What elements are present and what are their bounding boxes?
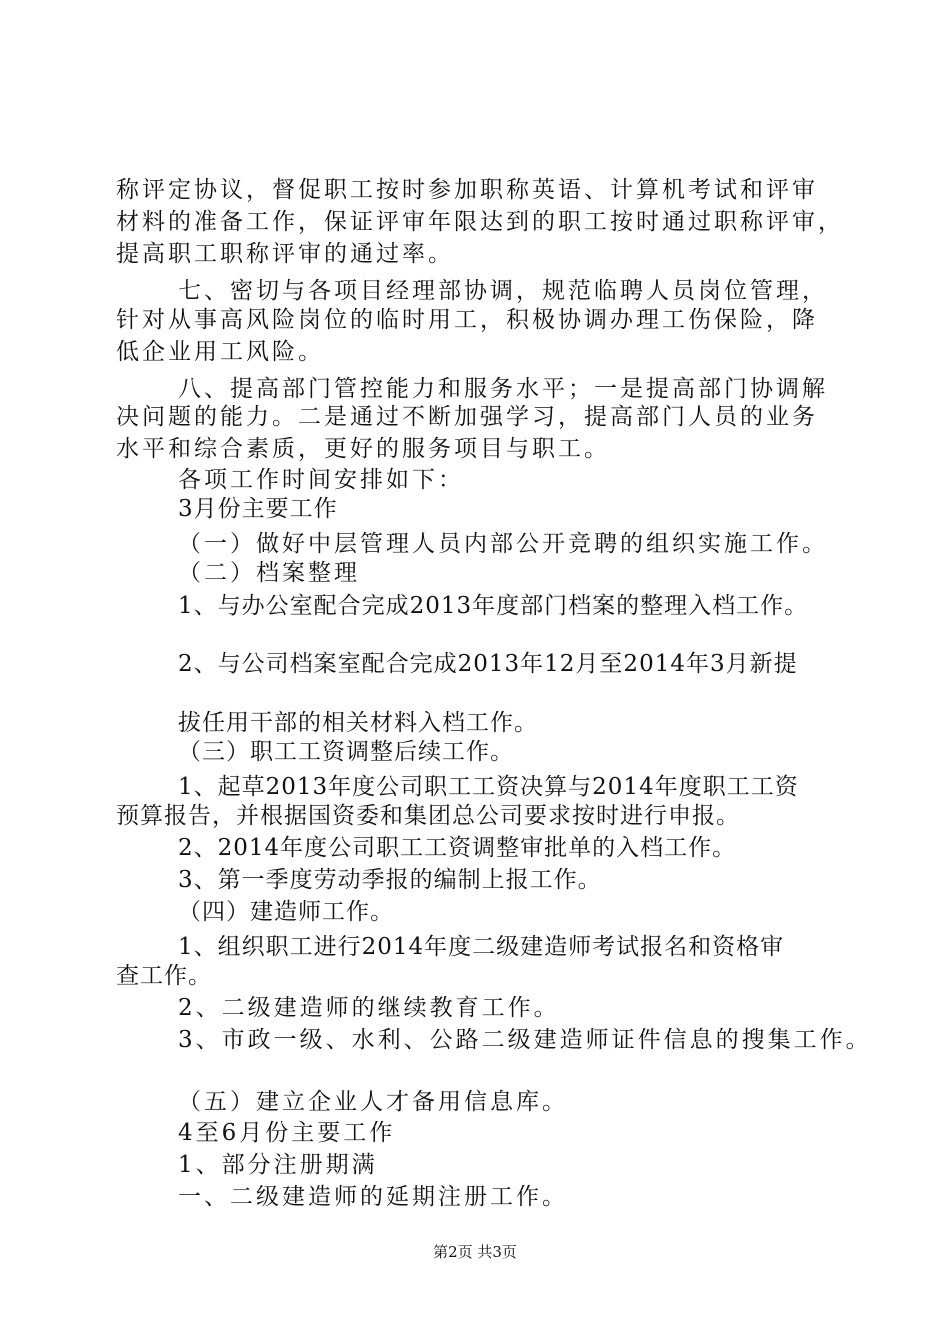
text-line: 一、二级建造师的延期注册工作。 xyxy=(178,1184,568,1210)
text-line: 3、市政一级、水利、公路二级建造师证件信息的搜集工作。 xyxy=(178,1027,872,1053)
page-number-footer: 第2页 共3页 xyxy=(433,1243,517,1261)
text-line: （三）职工工资调整后续工作。 xyxy=(178,739,514,765)
text-line: 3月份主要工作 xyxy=(178,496,338,522)
text-line: 八、提高部门管控能力和服务水平；一是提高部门协调解 xyxy=(178,376,828,402)
text-line: 材料的准备工作，保证评审年限达到的职工按时通过职称评审， xyxy=(116,209,844,235)
text-line: 2、2014年度公司职工工资调整审批单的入档工作。 xyxy=(178,835,737,861)
text-line: 1、与办公室配合完成2013年度部门档案的整理入档工作。 xyxy=(178,593,809,619)
text-line: 预算报告，并根据国资委和集团总公司要求按时进行申报。 xyxy=(116,803,740,829)
text-line: 1、部分注册期满 xyxy=(178,1152,378,1178)
text-line: 低企业用工风险。 xyxy=(116,339,324,365)
text-line: 4至6月份主要工作 xyxy=(178,1120,396,1146)
text-line: 拔任用干部的相关材料入档工作。 xyxy=(178,710,538,736)
text-line: 针对从事高风险岗位的临时用工，积极协调办理工伤保险，降 xyxy=(116,307,818,333)
text-line: （二）档案整理 xyxy=(178,560,360,586)
text-line: 水平和综合素质，更好的服务项目与职工。 xyxy=(116,436,610,462)
text-line: 2、二级建造师的继续教育工作。 xyxy=(178,995,560,1021)
text-line: 各项工作时间安排如下： xyxy=(178,467,464,493)
text-line: 3、第一季度劳动季报的编制上报工作。 xyxy=(178,867,602,893)
text-line: 查工作。 xyxy=(116,963,212,989)
text-line: 称评定协议，督促职工按时参加职称英语、计算机考试和评审 xyxy=(116,177,818,203)
text-line: （一）做好中层管理人员内部公开竞聘的组织实施工作。 xyxy=(178,531,828,557)
text-line: 2、与公司档案室配合完成2013年12月至2014年3月新提 xyxy=(178,651,798,677)
text-line: 决问题的能力。二是通过不断加强学习，提高部门人员的业务 xyxy=(116,404,818,430)
text-line: 1、组织职工进行2014年度二级建造师考试报名和资格审 xyxy=(178,934,785,960)
text-line: 1、起草2013年度公司职工工资决算与2014年度职工工资 xyxy=(178,774,799,800)
text-line: 提高职工职称评审的通过率。 xyxy=(116,241,454,267)
text-line: （四）建造师工作。 xyxy=(178,899,394,925)
text-line: 七、密切与各项目经理部协调，规范临聘人员岗位管理， xyxy=(178,278,828,304)
text-line: （五）建立企业人才备用信息库。 xyxy=(178,1089,568,1115)
